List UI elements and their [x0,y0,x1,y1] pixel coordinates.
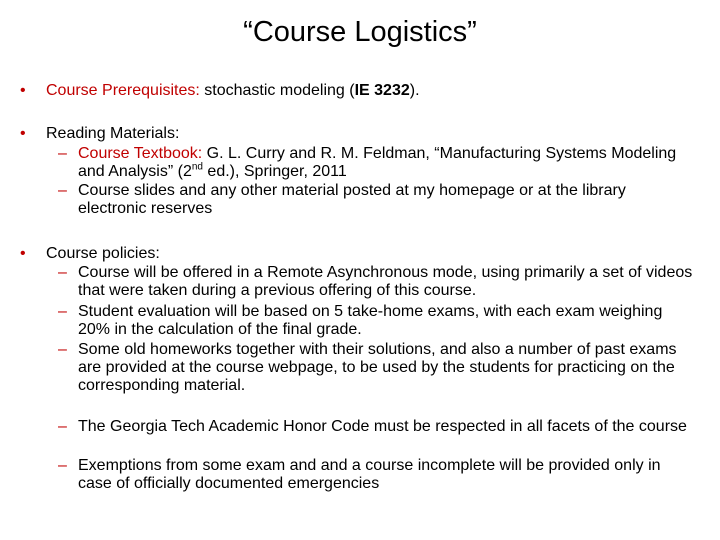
dash-marker: – [58,182,67,199]
bullet-text [46,81,696,100]
slide-title: “Course Logistics” [243,16,477,48]
dash-marker: – [58,341,67,358]
bullet-marker: • [20,245,26,262]
sub-item-text: The Georgia Tech Academic Honor Code must be respected in all facets of the course [78,418,687,435]
dash-marker: – [58,264,67,281]
sub-item-text: Course slides and any other material posted at my homepage or at the library electronic reserves [78,182,626,217]
bullet-label: Reading Materials: [46,125,180,142]
bullet-label: Course policies: [46,245,160,262]
dash-marker: – [58,457,67,474]
sub-item-label: Course Textbook: [78,145,203,162]
textbook-citation-end: ed.), Springer, 2011 [202,163,347,180]
sub-item-text: Course will be offered in a Remote Asynchronous mode, using primarily a set of videos that were taken during a previous offering of this course. [78,264,693,299]
sub-item-text: Student evaluation will be based on 5 take-home exams, with each exam weighing 20% in the calculation of the final grade. [78,303,663,338]
bullet-marker: • [20,125,26,142]
bullet-body: stochastic modeling ( [199,82,355,99]
dash-marker: – [58,303,67,320]
dash-marker: – [58,145,67,162]
sub-item-text [78,145,696,181]
textbook-citation: G. L. Curry and R. M. Feldman, “Manufacturing Systems Modeling and Analysis” (2 [78,145,677,180]
course-code: IE 3232 [354,82,410,99]
dash-marker: – [58,418,67,435]
sub-item-text: Some old homeworks together with their solutions, and also a number of past exams are provided at the course webpage, to be used by the students for practicing on the corresponding material. [78,341,677,394]
bullet-body-end: ). [409,82,420,99]
ordinal-suffix: nd [191,161,203,173]
sub-item-text: Exemptions from some exam and and a course incomplete will be provided only in case of officially documented emergencies [78,457,661,492]
bullet-marker: • [20,82,26,99]
bullet-label: Course Prerequisites: [46,82,200,99]
